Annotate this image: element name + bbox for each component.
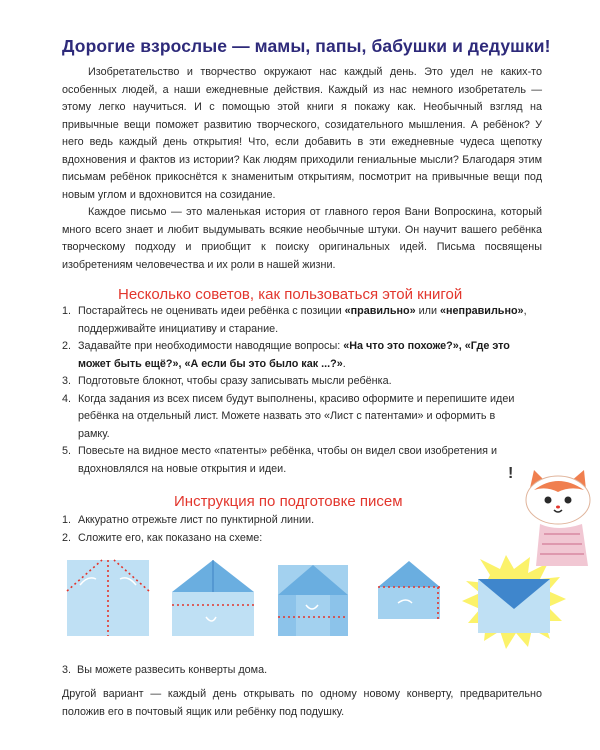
step-item: 1. Аккуратно отрежьте лист по пунктирной линии. <box>62 514 315 526</box>
fold-step-4-icon <box>378 561 440 619</box>
cat-illustration <box>500 460 600 570</box>
instructions-heading: Инструкция по подготовке писем <box>174 493 403 510</box>
tips-heading: Несколько советов, как пользоваться этой книгой <box>118 286 463 303</box>
intro-paragraph-2: Каждое письмо — это маленькая история от главного героя Вани Вопроскина, который много всего знает и любит выдумывать всякие необычные штуки. Он научит вашего ребёнка творческому подходу и приобщит к поиску оригинальных идей. Письма посвящены изобретениям человечества и их роли в нашей жизни. <box>62 206 542 271</box>
alternative-text: Другой вариант — каждый день открывать по одному новому конверту, предварительно положив его в почтовый ящик или ребёнку под подушку. <box>62 688 542 718</box>
tips-list <box>62 303 528 478</box>
intro-paragraph-1: Изобретательство и творчество окружают нас каждый день. Это удел не каких-то особенных людей, а наши ежедневные действия. Каждый из нас немного изобретатель — этому легко научиться. И с помощью этой книги я покажу как. Необычный взгляд на привычные вещи поможет развитию творческого, созидательного мышления. А ребёнок? У него ведь каждый день открытия! Что, если добавить в эти ежедневные чудеса щепотку вдохновения и фактов из истории? Как людям приходили гениальные мысли? Благодаря этим письмам ребёнок прикоснётся к знаменитым открытиям, посмотрит на привычные вещи под новым углом и вдохновится на созидание. <box>62 66 542 201</box>
tip-item: 2. Задавайте при необходимости наводящие вопросы: «На что это похоже?», «Где это может быть ещё?», «А если бы это было как ...?». <box>62 340 510 370</box>
instruction-steps <box>62 512 482 547</box>
intro-text <box>62 64 542 274</box>
page-title: Дорогие взрослые — мамы, папы, бабушки и дедушки! <box>62 36 551 56</box>
fold-step-1-icon <box>67 560 149 636</box>
fold-step-2-icon <box>172 560 254 636</box>
folding-diagram <box>0 555 600 655</box>
tip-item: 5. Повесьте на видное место «патенты» ребёнка, чтобы он видел свои изобретения и вдохновлялся на новые открытия и идеи. <box>62 445 498 475</box>
step-item: 3. Вы можете развесить конверты дома. <box>62 664 268 676</box>
tip-item: 4. Когда задания из всех писем будут выполнены, красиво оформите и перепишите идеи ребёнка на отдельный лист. Можете назвать это «Лист с патентами» и оформить в рамку. <box>62 392 515 440</box>
svg-text:!: ! <box>508 465 514 482</box>
fold-step-3-icon <box>278 565 348 636</box>
tip-item: 1. Постарайтесь не оценивать идеи ребёнка с позиции «правильно» или «неправильно», поддерживайте инициативу и старание. <box>62 305 527 335</box>
step-item: 2. Сложите его, как показано на схеме: <box>62 531 263 544</box>
tip-item: 3. Подготовьте блокнот, чтобы сразу записывать мысли ребёнка. <box>62 375 392 387</box>
